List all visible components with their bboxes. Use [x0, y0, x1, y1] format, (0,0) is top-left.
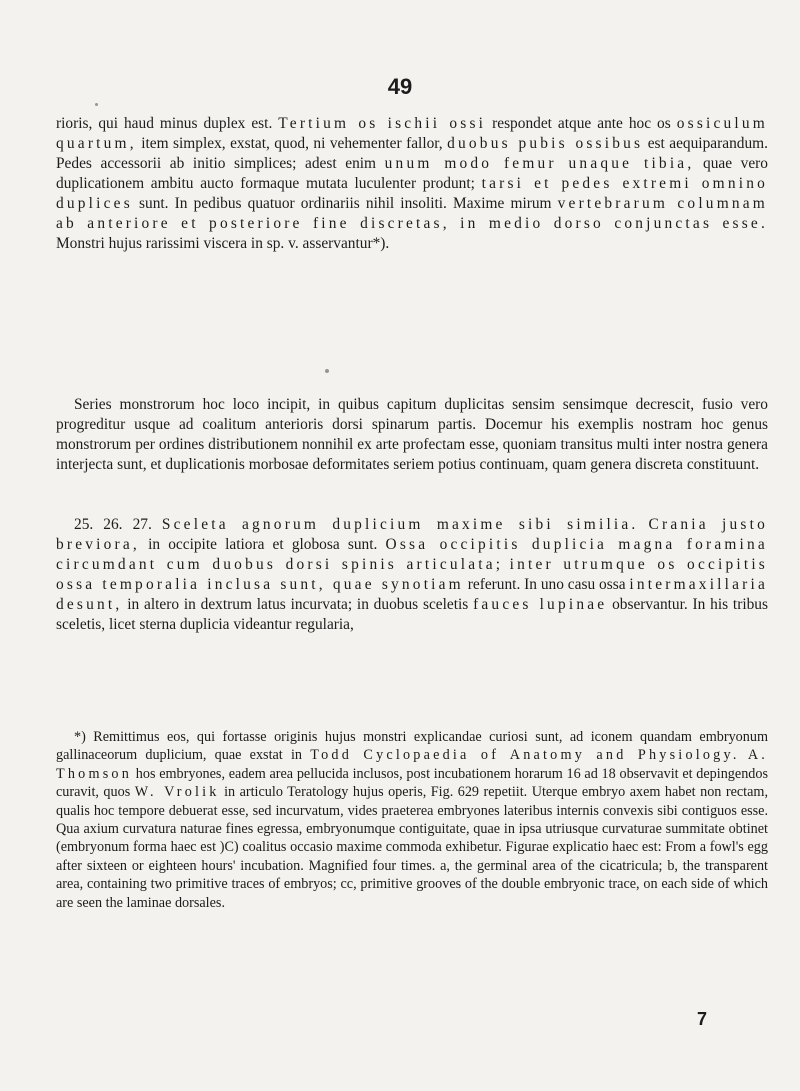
text-span: in articulo Teratology hujus operis, Fig. 629 repetiit. Uterque embryo axem habet non rectam, qualis hoc tempore debuerat esse, sed incurvatum, vides praeterea embryones lateribus internis convexis sibi contiguos esse. Qua axium curvatura naturae fines egressa, embryonumque contiguitate, quae in ipsa utriusque curvaturae summitate obtinet (embryonum forma haec est )C) coalitus occasio maxime commoda exhibetur. Figurae explicatio haec est: From a fowl's egg after sixteen or eighteen hours' incubation. Magnified four times. a, the germinal area of the cicatricula; b, the transparent area, containing two primitive traces of embryos; cc, primitive grooves of the double embryonic trace, on each side of which are seen the laminae dorsales.	[56, 784, 769, 911]
text-span: respondet atque ante hoc os	[492, 115, 671, 132]
spaced-text: W. Vrolik	[134, 784, 220, 801]
spaced-text: tarsi et pedes extremi omnino duplices	[56, 175, 768, 212]
signature-mark: 7	[697, 1009, 708, 1029]
paragraph-3	[56, 515, 768, 635]
spaced-text: vertebrarum columnam ab anteriore et posteriore fine discretas, in medio dorso conjunctas esse.	[56, 195, 768, 232]
print-speck	[325, 369, 329, 373]
paragraph-2: Series monstrorum hoc loco incipit, in quibus capitum duplicitas sensim sensimque decrescit, fusio vero progreditur usque ad coalitum anterioris dorsi spinarum partis. Docemur his exemplis nostram hoc genus monstrorum per ordines distributionem nonnihil ex arte profectam esse, quoniam transitus multi inter nostra genera interjecta sunt, et duplicationis morbosae deformitates seriem potius continuam, quam genera discreta constituunt.	[56, 396, 768, 473]
text-span: *) Remittimus eos, qui fortasse originis hujus monstri explicandae curiosi sunt, ad iconem quandam embryonum gallinaceorum duplicium, quae exstat in	[56, 729, 768, 764]
spaced-text: A. Thomson	[56, 747, 769, 782]
text-span: est aequiparandum. Pedes accessorii ab initio simplices; adest enim	[56, 135, 768, 172]
text-span: observantur. In his tribus sceletis, licet sterna duplicia videantur regularia,	[56, 596, 768, 633]
specimen-numbers: 25. 26. 27.	[74, 516, 152, 533]
paragraph-1	[56, 114, 768, 254]
text-span: in occipite latiora et globosa sunt.	[148, 536, 378, 553]
spaced-text: ossiculum quartum,	[56, 115, 768, 152]
spaced-text: Ossa occipitis duplicia magna foramina circumdant cum duobus dorsi spinis articulata;	[56, 536, 768, 573]
text-span: rioris, qui haud minus duplex est.	[56, 115, 273, 132]
spaced-text: inter utrumque os occipitis ossa temporalia inclusa sunt, quae synotiam	[56, 556, 768, 593]
text-span: Monstri hujus rarissimi viscera in sp. v. asservantur*).	[56, 235, 390, 252]
page-number: 49	[387, 74, 413, 99]
text-span: item simplex, exstat, quod, ni vehementer fallor,	[141, 135, 443, 152]
text-span: sunt. In pedibus quatuor ordinariis nihil insoliti. Maxime mirum	[139, 195, 552, 212]
spaced-text: duobus pubis ossibus	[447, 135, 644, 152]
footnote	[56, 728, 768, 912]
spaced-text: Sceleta agnorum duplicium maxime sibi similia.	[161, 516, 639, 533]
spaced-text: unum modo femur unaque tibia,	[384, 155, 695, 172]
print-speck	[95, 103, 98, 106]
text-span: quae vero duplicationem ambitu aucto formaque mutata luculenter produnt;	[56, 155, 769, 192]
spaced-text: Todd Cyclopaedia of Anatomy and Physiology.	[310, 747, 740, 764]
spaced-text: fauces lupinae	[473, 596, 608, 613]
spaced-text: intermaxillaria desunt,	[56, 576, 768, 613]
spaced-text: Tertium os ischii ossi	[278, 115, 487, 132]
text-span: hos embryones, eadem area pellucida inclusos, post incubationem horarum 16 ad 18 observavit et depingendos curavit, quos	[56, 765, 769, 801]
text-span: referunt. In uno casu ossa	[467, 576, 626, 593]
spaced-text: Crania justo breviora,	[56, 516, 768, 553]
text-span: in altero in dextrum latus incurvata; in duobus sceletis	[127, 596, 469, 613]
